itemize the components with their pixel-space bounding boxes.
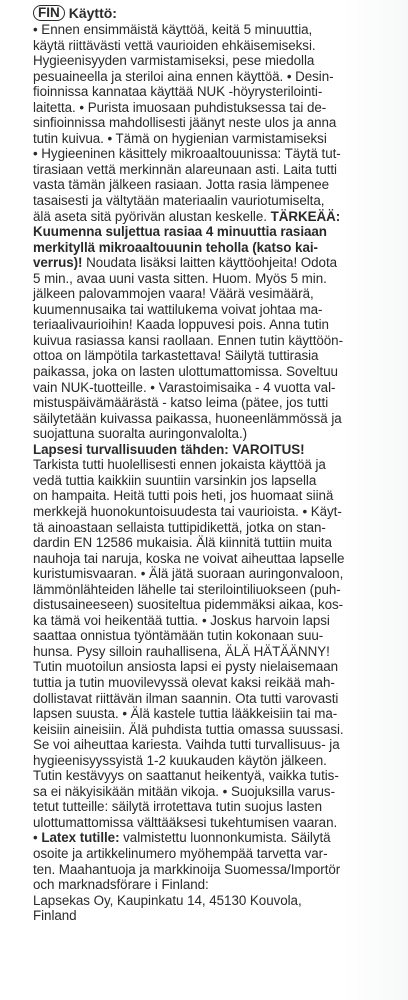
section-heading xyxy=(33,4,392,22)
usage-text-part-1: • Ennen ensimmäistä käyttöä, keitä 5 minuuttia, käytä riittävästi vettä vaurioiden ehkäisemiseksi. Hygieenisyyden varmistamiseksi, pese miedolla pesuaineella ja steriloi aina ennen käyttöä. • Desin- fioinnissa kannataa käyttää NUK -höyrysterilointi- laitetta. • Purista imuosaan puhdistuksessa tai de- sinfioinnissa mahdollisesti jäänyt neste ulos ja anna tutin kuivua. • Tämä on hygienian varmistamiseksi • Hygieeninen käsittely mikroaaltouunissa: Täytä tut- tirasiaan vettä merkinnän alareunaan asti. Laita tutti vasta tämän jälkeen rasiaan. Jotta rasia lämpenee tasaisesti ja vältytään materiaalin vauriotumiselta, älä aseta sitä pyörivän alustan keskelle. xyxy=(33,22,341,224)
latex-bullet: • xyxy=(33,830,42,846)
safety-title: Lapsesi turvallisuuden tähden: VAROITUS! xyxy=(33,441,305,457)
usage-instructions xyxy=(33,22,392,442)
important-label: TÄRKEÄÄ: xyxy=(270,208,341,224)
latex-label: Latex tutille: xyxy=(41,830,120,846)
latex-and-importer-info xyxy=(33,830,392,923)
usage-title: Käyttö: xyxy=(68,5,117,21)
language-badge: FIN xyxy=(33,5,65,21)
safety-warnings: Tarkista tutti huolellisesti ennen jokaista käyttöä ja vedä tuttia kaikkiin suuntiin varsinkin jos lapsella on hampaita. Heitä tutti pois heti, jos huomaat siinä merkkejä huonokuntoisuudesta tai vaurioista. • Käyt- tä ainoastaan sellaista tuttipidikettä, jotka on stan- dardin EN 12586 mukaisia. Älä kiinnitä tuttiin muita nauhoja tai naruja, koska ne voivat aiheuttaa lapselle kuristumisvaaran. • Älä jätä suoraan auringonvaloon, lämmönlähteiden lähelle tai sterilointiliuokseen (puh- distusaineeseen) suositeltua pidemmäksi aikaa, kos- ka tämä voi heikentää tuttia. • Joskus harvoin lapsi saattaa onnistua työntämään tutin kokonaan suu- hunsa. Pysy silloin rauhallisena, ÄLÄ HÄTÄÄNNY! Tutin muotoilun ansiosta lapsi ei pysty nielaisemaan tuttia ja tutin muovilevyssä olevat kaksi reikää mah- dollistavat riittävän ilman saannin. Ota tutti varovasti lapsen suusta. • Älä kastele tuttia lääkkeisiin tai ma- keisiin aineisiin. Älä puhdista tuttia omassa suussasi. Se voi aiheuttaa kariesta. Vaihda tutti turvallisuus- ja hygieenisyyssyistä 1-2 kuukauden käytön jälkeen. Tutin kestävyys on saattanut heikentyä, vaikka tutis- sa ei näkyisikään mitään vikoja. • Suojuksilla varus- tetut tutteille: säilytä irrotettava tutin suojus lasten ulottumattomissa välttääksesi tukehtumisen vaaran. xyxy=(33,457,345,830)
usage-text-part-2: Noudata lisäksi laitten käyttöohjeita! Odota 5 min., avaa uuni vasta sitten. Huom. Myös 5 min. jälkeen palovammojen vaara! Väärä vesimäärä, kuumennusaika tai wattilukema voivat johtaa ma- teriaalivaurioihin! Kaada loppuvesi pois. Anna tutin kuivua rasiassa kansi raollaan. Ennen tutin käyttöön- ottoa on lämpötila tarkastettava! Säilytä tuttirasia paikassa, joka on lasten ulottumattomissa. Soveltuu vain NUK-tuotteille. • Varastoimisaika - 4 vuotta val- mistuspäivämäärästä - katso leima (pätee, jos tutti säilytetään kuivassa paikassa, huoneenlämmössä ja suojattuna suoralta auringonvalolta.) xyxy=(33,255,343,442)
microwave-warning: Kuumenna suljettua rasiaa 4 minuuttia rasiaan merkityllä mikroaaltouunin teholla (katso kai- verrus)! xyxy=(33,224,327,271)
latex-text: valmistettu luonnonkumista. Säilytä osoite ja artikkelinumero myöhempää tarvetta var- ten. Maahantuoja ja markkinoija Suomessa/Importör och marknadsförare i Finland: Lapsekas Oy, Kaupinkatu 14, 45130 Kouvola, Finland xyxy=(33,830,341,924)
